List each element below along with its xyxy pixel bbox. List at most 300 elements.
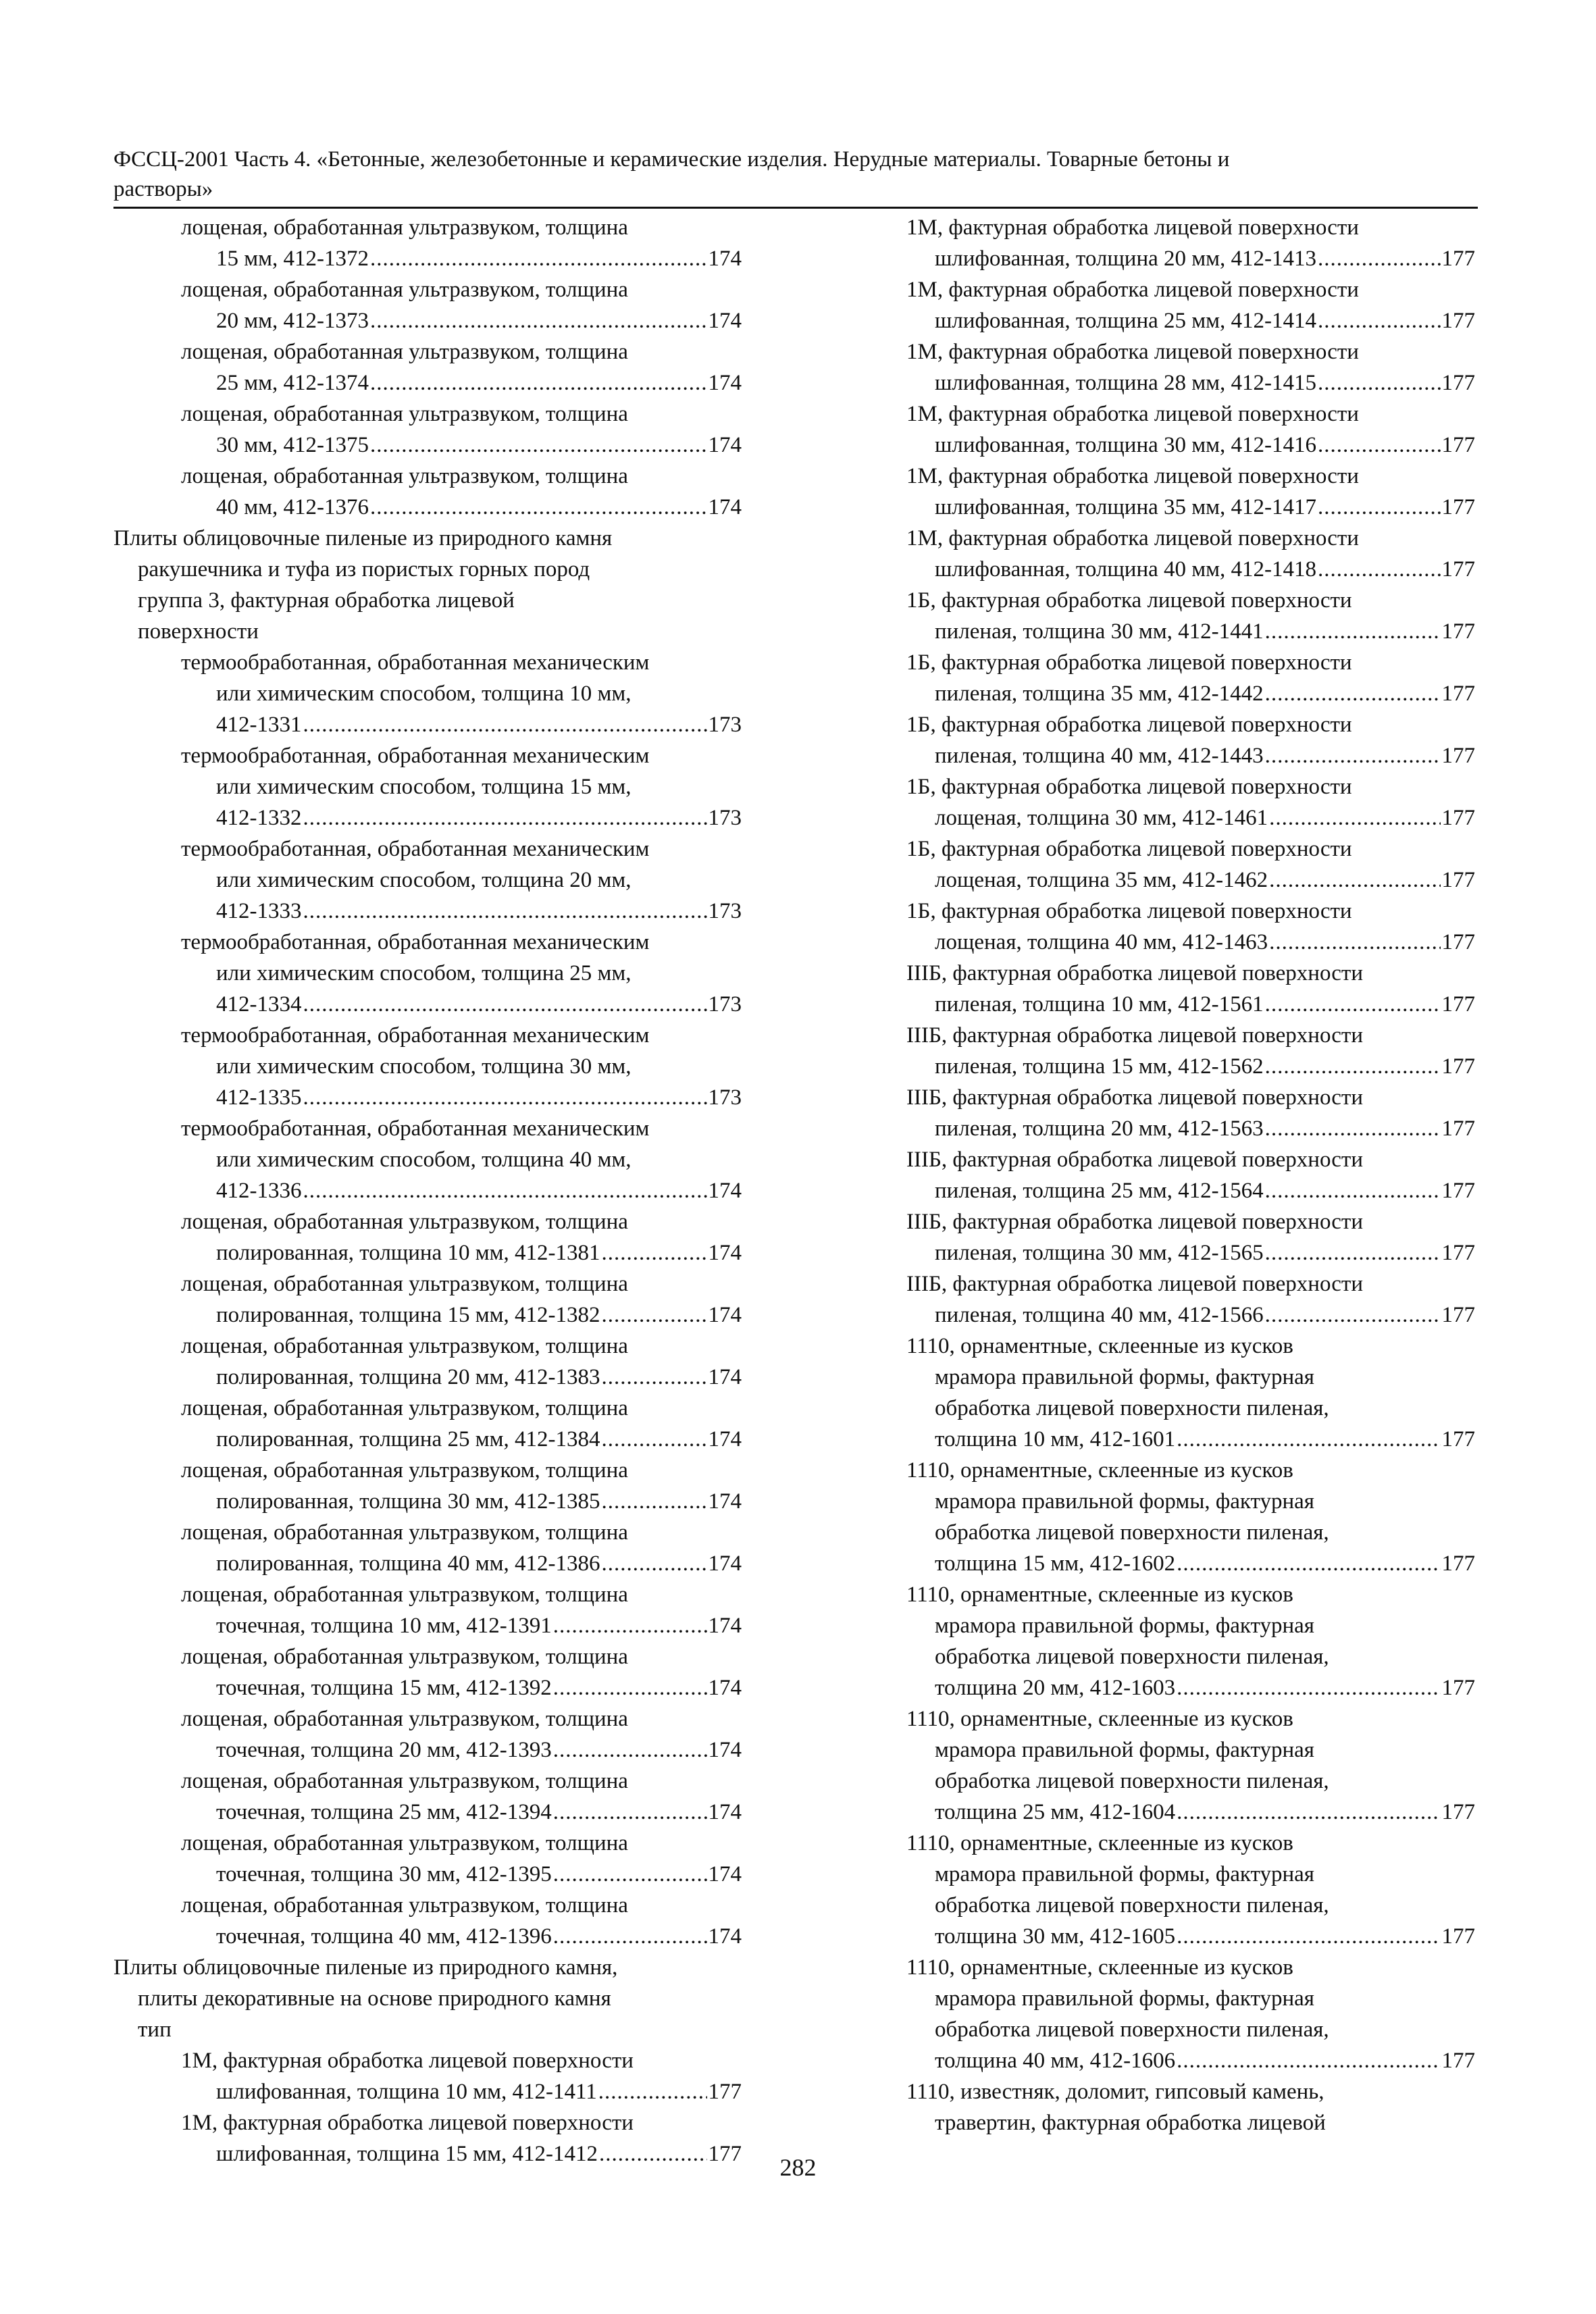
- entry-line: 1М, фактурная обработка лицевой поверхности: [906, 402, 1359, 426]
- entry-text: толщина 10 мм, 412-1601: [935, 1427, 1176, 1451]
- entry-line: лощеная, обработанная ультразвуком, толщина: [181, 1210, 628, 1234]
- entry-text: толщина 20 мм, 412-1603: [935, 1676, 1176, 1700]
- entry-line: [216, 2076, 742, 2107]
- entry-page: 174: [708, 1800, 742, 1824]
- index-entry: [113, 1766, 742, 1828]
- entry-line: [216, 430, 742, 461]
- index-entry: [900, 523, 1475, 585]
- entry-page: 174: [708, 1738, 742, 1762]
- entry-text: 412-1336: [216, 1179, 302, 1203]
- entry-line: [935, 678, 1475, 709]
- entry-text: полированная, толщина 30 мм, 412-1385: [216, 1489, 600, 1514]
- dot-leader: [303, 802, 707, 833]
- entry-line: лощеная, обработанная ультразвуком, толщина: [181, 1645, 628, 1669]
- entry-line: 1Б, фактурная обработка лицевой поверхности: [906, 713, 1352, 737]
- index-entry: [900, 336, 1475, 398]
- entry-line: 1М, фактурная обработка лицевой поверхности: [906, 464, 1359, 488]
- index-heading-2: [113, 1952, 742, 2045]
- entry-text: лощеная, толщина 35 мм, 412-1462: [935, 868, 1268, 892]
- entry-page: 174: [708, 1179, 742, 1203]
- dot-leader: [553, 1921, 707, 1952]
- right-column: [900, 212, 1475, 2138]
- entry-page: 177: [1441, 1551, 1475, 1576]
- index-entry: [900, 1268, 1475, 1331]
- dot-leader: [601, 1424, 706, 1455]
- index-entry: [900, 1579, 1475, 1703]
- entry-text: точечная, толщина 15 мм, 412-1392: [216, 1676, 552, 1700]
- entry-text: 25 мм, 412-1374: [216, 371, 369, 395]
- dot-leader: [1265, 1113, 1441, 1144]
- entry-line: термообработанная, обработанная механическим: [181, 837, 650, 861]
- entry-line: лощеная, обработанная ультразвуком, толщина: [181, 1769, 628, 1793]
- index-entry: [900, 1082, 1475, 1144]
- entry-line: мрамора правильной формы, фактурная: [935, 1986, 1314, 2011]
- entry-page: 174: [708, 1551, 742, 1576]
- entry-page: 174: [708, 1614, 742, 1638]
- entry-line: [935, 802, 1475, 833]
- entry-page: 174: [708, 433, 742, 457]
- header-title-line-1: ФССЦ-2001 Часть 4. «Бетонные, железобетонные и керамические изделия. Нерудные материалы. Товарные бетоны и: [113, 147, 1230, 172]
- entry-text: 20 мм, 412-1373: [216, 309, 369, 333]
- index-entry: [900, 1331, 1475, 1455]
- index-entry: [113, 1393, 742, 1455]
- entry-page: 177: [1441, 1241, 1475, 1265]
- entry-text: пиленая, толщина 40 мм, 412-1566: [935, 1303, 1264, 1327]
- index-entry: [113, 398, 742, 461]
- dot-leader: [1318, 430, 1440, 461]
- entry-line: [216, 305, 742, 336]
- entry-page: 177: [1441, 557, 1475, 582]
- entry-line: IIIБ, фактурная обработка лицевой поверхности: [906, 1023, 1364, 1048]
- entry-line: [935, 1797, 1475, 1828]
- entry-page: 177: [1441, 371, 1475, 395]
- index-entry: [113, 1268, 742, 1331]
- entry-text: шлифованная, толщина 25 мм, 412-1414: [935, 309, 1317, 333]
- entry-line: 1Б, фактурная обработка лицевой поверхности: [906, 899, 1352, 923]
- dot-leader: [601, 1300, 706, 1331]
- entry-page: 177: [1441, 1800, 1475, 1824]
- entry-page: 177: [1441, 930, 1475, 954]
- entry-line: термообработанная, обработанная механическим: [181, 744, 650, 768]
- entry-line: [935, 2045, 1475, 2076]
- entry-text: полированная, толщина 25 мм, 412-1384: [216, 1427, 600, 1451]
- entry-line: [216, 243, 742, 274]
- index-entry: [113, 1113, 742, 1206]
- dot-leader: [1318, 554, 1440, 585]
- index-entry: [113, 927, 742, 1020]
- entry-line: 1М, фактурная обработка лицевой поверхности: [906, 278, 1359, 302]
- entry-line: лощеная, обработанная ультразвуком, толщина: [181, 464, 628, 488]
- entry-line: IIIБ, фактурная обработка лицевой поверхности: [906, 1148, 1364, 1172]
- entry-line: или химическим способом, толщина 20 мм,: [216, 868, 632, 892]
- entry-line: обработка лицевой поверхности пиленая,: [935, 2017, 1329, 2042]
- index-entry: [900, 958, 1475, 1020]
- dot-leader: [303, 896, 707, 927]
- index-heading-1: [113, 523, 742, 647]
- entry-text: 412-1331: [216, 713, 302, 737]
- entry-line: 1Б, фактурная обработка лицевой поверхности: [906, 588, 1352, 613]
- entry-line: лощеная, обработанная ультразвуком, толщина: [181, 1458, 628, 1483]
- dot-leader: [553, 1672, 707, 1703]
- entry-page: 177: [708, 2080, 742, 2104]
- entry-page: 174: [708, 1924, 742, 1949]
- entry-line: 1Б, фактурная обработка лицевой поверхности: [906, 775, 1352, 799]
- entry-line: [935, 1424, 1475, 1455]
- dot-leader: [370, 430, 706, 461]
- entry-text: лощеная, толщина 30 мм, 412-1461: [935, 806, 1268, 830]
- entry-line: мрамора правильной формы, фактурная: [935, 1365, 1314, 1389]
- entry-line: обработка лицевой поверхности пиленая,: [935, 1396, 1329, 1420]
- entry-text: пиленая, толщина 40 мм, 412-1443: [935, 744, 1264, 768]
- heading-line: группа 3, фактурная обработка лицевой: [138, 588, 515, 613]
- heading-line: Плиты облицовочные пиленые из природного камня,: [113, 1955, 618, 1980]
- entry-line: [216, 1362, 742, 1393]
- entry-page: 174: [708, 1241, 742, 1265]
- entry-line: травертин, фактурная обработка лицевой: [935, 2111, 1326, 2135]
- index-entry: [900, 1206, 1475, 1268]
- entry-line: [935, 243, 1475, 274]
- index-entry: [113, 1455, 742, 1517]
- index-entry: [113, 1020, 742, 1113]
- entry-page: 177: [1441, 1116, 1475, 1141]
- index-entry: [113, 1828, 742, 1890]
- entry-text: толщина 30 мм, 412-1605: [935, 1924, 1176, 1949]
- page-number: 282: [779, 2154, 817, 2181]
- entry-line: лощеная, обработанная ультразвуком, толщина: [181, 1583, 628, 1607]
- entry-line: [935, 305, 1475, 336]
- dot-leader: [303, 1175, 707, 1206]
- entry-line: [935, 616, 1475, 647]
- left-column: [113, 212, 742, 2169]
- entry-line: 1М, фактурная обработка лицевой поверхности: [181, 2049, 634, 2073]
- entry-text: пиленая, толщина 35 мм, 412-1442: [935, 682, 1264, 706]
- dot-leader: [1265, 616, 1441, 647]
- entry-text: 412-1334: [216, 992, 302, 1017]
- entry-text: полированная, толщина 20 мм, 412-1383: [216, 1365, 600, 1389]
- entry-line: [935, 367, 1475, 398]
- entry-line: [935, 554, 1475, 585]
- entry-line: лощеная, обработанная ультразвуком, толщина: [181, 278, 628, 302]
- entry-line: лощеная, обработанная ультразвуком, толщина: [181, 402, 628, 426]
- entry-page: 177: [1441, 1054, 1475, 1079]
- dot-leader: [1265, 1051, 1441, 1082]
- index-entry: [113, 1206, 742, 1268]
- heading-line: Плиты облицовочные пиленые из природного камня: [113, 526, 613, 550]
- entry-line: [935, 1921, 1475, 1952]
- entry-page: 173: [708, 899, 742, 923]
- entry-line: обработка лицевой поверхности пиленая,: [935, 1893, 1329, 1918]
- entry-line: мрамора правильной формы, фактурная: [935, 1862, 1314, 1886]
- entry-page: 177: [1441, 433, 1475, 457]
- entry-line: или химическим способом, толщина 15 мм,: [216, 775, 632, 799]
- index-entry: [113, 1703, 742, 1766]
- dot-leader: [553, 1610, 707, 1641]
- entry-page: 174: [708, 309, 742, 333]
- entry-text: полированная, толщина 15 мм, 412-1382: [216, 1303, 600, 1327]
- entry-line: [935, 740, 1475, 771]
- entry-text: толщина 25 мм, 412-1604: [935, 1800, 1176, 1824]
- entry-page: 177: [1441, 619, 1475, 644]
- entry-line: [216, 709, 742, 740]
- entry-line: [216, 1486, 742, 1517]
- entry-text: шлифованная, толщина 30 мм, 412-1416: [935, 433, 1317, 457]
- entry-text: пиленая, толщина 15 мм, 412-1562: [935, 1054, 1264, 1079]
- entry-line: [216, 802, 742, 833]
- dot-leader: [1318, 492, 1440, 523]
- header-title-line-2: растворы»: [113, 177, 213, 201]
- dot-leader: [1318, 367, 1440, 398]
- entry-line: 1110, орнаментные, склеенные из кусков: [906, 1707, 1293, 1731]
- entry-line: 1110, орнаментные, склеенные из кусков: [906, 1334, 1293, 1358]
- index-entry: [113, 336, 742, 398]
- index-entry: [113, 833, 742, 927]
- entry-line: термообработанная, обработанная механическим: [181, 1023, 650, 1048]
- entry-text: толщина 15 мм, 412-1602: [935, 1551, 1176, 1576]
- entry-line: 1М, фактурная обработка лицевой поверхности: [906, 526, 1359, 550]
- index-entry: [900, 461, 1475, 523]
- index-entry: [900, 212, 1475, 274]
- entry-page: 173: [708, 806, 742, 830]
- index-entry: [900, 1455, 1475, 1579]
- dot-leader: [1318, 243, 1440, 274]
- entry-text: шлифованная, толщина 28 мм, 412-1415: [935, 371, 1317, 395]
- dot-leader: [1265, 1175, 1441, 1206]
- entry-line: 1110, орнаментные, склеенные из кусков: [906, 1955, 1293, 1980]
- entry-line: или химическим способом, толщина 25 мм,: [216, 961, 632, 985]
- index-entry: [900, 274, 1475, 336]
- entry-text: пиленая, толщина 30 мм, 412-1441: [935, 619, 1264, 644]
- index-entry: [900, 1144, 1475, 1206]
- index-entry: [900, 1952, 1475, 2076]
- entry-line: [935, 1051, 1475, 1082]
- entry-line: обработка лицевой поверхности пиленая,: [935, 1769, 1329, 1793]
- entry-page: 174: [708, 495, 742, 519]
- dot-leader: [1269, 927, 1440, 958]
- entry-page: 177: [1441, 1179, 1475, 1203]
- index-entry: [113, 1890, 742, 1952]
- heading-line: поверхности: [138, 619, 259, 644]
- entry-line: [935, 1175, 1475, 1206]
- entry-page: 177: [1441, 1427, 1475, 1451]
- entry-page: 177: [1441, 495, 1475, 519]
- index-entry: [900, 833, 1475, 896]
- entry-line: [216, 492, 742, 523]
- entry-line: IIIБ, фактурная обработка лицевой поверхности: [906, 1272, 1364, 1296]
- dot-leader: [601, 1362, 706, 1393]
- entry-line: мрамора правильной формы, фактурная: [935, 1614, 1314, 1638]
- heading-line: ракушечника и туфа из пористых горных пород: [138, 557, 590, 582]
- entry-text: точечная, толщина 30 мм, 412-1395: [216, 1862, 552, 1886]
- dot-leader: [1177, 2045, 1440, 2076]
- entry-page: 174: [708, 1427, 742, 1451]
- dot-leader: [1265, 1300, 1441, 1331]
- entry-text: шлифованная, толщина 35 мм, 412-1417: [935, 495, 1317, 519]
- entry-line: IIIБ, фактурная обработка лицевой поверхности: [906, 961, 1364, 985]
- index-entry: [113, 740, 742, 833]
- entry-line: лощеная, обработанная ультразвуком, толщина: [181, 1272, 628, 1296]
- entry-line: лощеная, обработанная ультразвуком, толщина: [181, 1396, 628, 1420]
- heading-line: тип: [138, 2017, 172, 2042]
- entry-page: 177: [1441, 1303, 1475, 1327]
- dot-leader: [1177, 1921, 1440, 1952]
- dot-leader: [1177, 1797, 1440, 1828]
- index-entry: [900, 771, 1475, 833]
- index-entry: [900, 709, 1475, 771]
- entry-line: [216, 1175, 742, 1206]
- entry-line: термообработанная, обработанная механическим: [181, 650, 650, 675]
- entry-page: 177: [1441, 1676, 1475, 1700]
- entry-page: 174: [708, 247, 742, 271]
- index-entry: [113, 212, 742, 274]
- entry-line: [216, 1424, 742, 1455]
- entry-line: [216, 896, 742, 927]
- entry-text: пиленая, толщина 30 мм, 412-1565: [935, 1241, 1264, 1265]
- dot-leader: [303, 989, 707, 1020]
- entry-page: 177: [1441, 868, 1475, 892]
- entry-page: 174: [708, 1676, 742, 1700]
- entry-line: [216, 1797, 742, 1828]
- entry-line: мрамора правильной формы, фактурная: [935, 1738, 1314, 1762]
- entry-line: [935, 1113, 1475, 1144]
- entry-line: [216, 1082, 742, 1113]
- entry-line: [216, 1610, 742, 1641]
- entry-text: пиленая, толщина 20 мм, 412-1563: [935, 1116, 1264, 1141]
- entry-text: точечная, толщина 40 мм, 412-1396: [216, 1924, 552, 1949]
- dot-leader: [1265, 989, 1441, 1020]
- entry-text: 412-1332: [216, 806, 302, 830]
- dot-leader: [1177, 1548, 1440, 1579]
- dot-leader: [601, 1237, 706, 1268]
- index-entry: [900, 1020, 1475, 1082]
- dot-leader: [1318, 305, 1440, 336]
- entry-line: лощеная, обработанная ультразвуком, толщина: [181, 340, 628, 364]
- entry-line: [216, 1734, 742, 1766]
- dot-leader: [370, 305, 706, 336]
- dot-leader: [1265, 1237, 1441, 1268]
- entry-line: 1Б, фактурная обработка лицевой поверхности: [906, 837, 1352, 861]
- entry-line: или химическим способом, толщина 40 мм,: [216, 1148, 632, 1172]
- dot-leader: [553, 1797, 707, 1828]
- entry-line: [935, 1548, 1475, 1579]
- entry-line: IIIБ, фактурная обработка лицевой поверхности: [906, 1210, 1364, 1234]
- entry-line: [935, 989, 1475, 1020]
- entry-text: точечная, толщина 25 мм, 412-1394: [216, 1800, 552, 1824]
- dot-leader: [370, 367, 706, 398]
- entry-page: 177: [1441, 1924, 1475, 1949]
- dot-leader: [601, 1548, 706, 1579]
- entry-line: обработка лицевой поверхности пиленая,: [935, 1520, 1329, 1545]
- dot-leader: [598, 2076, 707, 2107]
- index-entry: [900, 647, 1475, 709]
- entry-page: 173: [708, 992, 742, 1017]
- entry-line: 1М, фактурная обработка лицевой поверхности: [906, 340, 1359, 364]
- index-entry: [900, 585, 1475, 647]
- entry-text: пиленая, толщина 25 мм, 412-1564: [935, 1179, 1264, 1203]
- entry-line: [216, 989, 742, 1020]
- entry-page: 174: [708, 1365, 742, 1389]
- entry-text: полированная, толщина 10 мм, 412-1381: [216, 1241, 600, 1265]
- entry-line: лощеная, обработанная ультразвуком, толщина: [181, 1707, 628, 1731]
- index-entry: [113, 1517, 742, 1579]
- entry-text: лощеная, толщина 40 мм, 412-1463: [935, 930, 1268, 954]
- entry-page: 173: [708, 713, 742, 737]
- heading-line: плиты декоративные на основе природного камня: [138, 1986, 611, 2011]
- dot-leader: [1269, 802, 1440, 833]
- dot-leader: [303, 1082, 707, 1113]
- dot-leader: [1177, 1424, 1440, 1455]
- entry-line: [935, 1672, 1475, 1703]
- index-entry: [113, 1579, 742, 1641]
- entry-line: [216, 1859, 742, 1890]
- entry-text: точечная, толщина 20 мм, 412-1393: [216, 1738, 552, 1762]
- entry-line: IIIБ, фактурная обработка лицевой поверхности: [906, 1085, 1364, 1110]
- entry-line: лощеная, обработанная ультразвуком, толщина: [181, 1334, 628, 1358]
- index-entry: [113, 1641, 742, 1703]
- entry-text: 40 мм, 412-1376: [216, 495, 369, 519]
- entry-text: 15 мм, 412-1372: [216, 247, 369, 271]
- index-entry: [113, 2045, 742, 2107]
- entry-page: 174: [708, 1303, 742, 1327]
- index-entry: [113, 461, 742, 523]
- entry-text: шлифованная, толщина 15 мм, 412-1412: [216, 2142, 598, 2166]
- entry-line: [935, 430, 1475, 461]
- entry-line: 1110, орнаментные, склеенные из кусков: [906, 1458, 1293, 1483]
- index-entry: [113, 1331, 742, 1393]
- entry-text: 412-1333: [216, 899, 302, 923]
- index-entry: [900, 896, 1475, 958]
- entry-page: 174: [708, 371, 742, 395]
- entry-text: 30 мм, 412-1375: [216, 433, 369, 457]
- entry-text: шлифованная, толщина 10 мм, 412-1411: [216, 2080, 597, 2104]
- entry-text: шлифованная, толщина 20 мм, 412-1413: [935, 247, 1317, 271]
- entry-line: [935, 865, 1475, 896]
- index-entry: [900, 1703, 1475, 1828]
- entry-text: полированная, толщина 40 мм, 412-1386: [216, 1551, 600, 1576]
- dot-leader: [1177, 1672, 1440, 1703]
- entry-line: [216, 1672, 742, 1703]
- entry-line: [935, 927, 1475, 958]
- dot-leader: [601, 1486, 706, 1517]
- dot-leader: [1269, 865, 1440, 896]
- entry-line: [935, 1300, 1475, 1331]
- entry-text: 412-1335: [216, 1085, 302, 1110]
- entry-line: 1Б, фактурная обработка лицевой поверхности: [906, 650, 1352, 675]
- entry-line: 1110, известняк, доломит, гипсовый камень,: [906, 2080, 1324, 2104]
- entry-page: 177: [708, 2142, 742, 2166]
- entry-line: [216, 367, 742, 398]
- dot-leader: [303, 709, 707, 740]
- entry-page: 177: [1441, 744, 1475, 768]
- index-entry: [900, 1828, 1475, 1952]
- entry-line: [216, 1921, 742, 1952]
- entry-line: лощеная, обработанная ультразвуком, толщина: [181, 1893, 628, 1918]
- entry-line: [935, 1237, 1475, 1268]
- entry-line: [216, 1237, 742, 1268]
- entry-line: или химическим способом, толщина 10 мм,: [216, 682, 632, 706]
- entry-text: точечная, толщина 10 мм, 412-1391: [216, 1614, 552, 1638]
- entry-line: мрамора правильной формы, фактурная: [935, 1489, 1314, 1514]
- entry-page: 174: [708, 1862, 742, 1886]
- entry-page: 177: [1441, 682, 1475, 706]
- entry-page: 177: [1441, 992, 1475, 1017]
- entry-line: термообработанная, обработанная механическим: [181, 1116, 650, 1141]
- entry-page: 177: [1441, 2049, 1475, 2073]
- index-entry: [113, 647, 742, 740]
- entry-text: шлифованная, толщина 40 мм, 412-1418: [935, 557, 1317, 582]
- entry-line: 1М, фактурная обработка лицевой поверхности: [181, 2111, 634, 2135]
- entry-line: лощеная, обработанная ультразвуком, толщина: [181, 1831, 628, 1855]
- dot-leader: [1265, 740, 1441, 771]
